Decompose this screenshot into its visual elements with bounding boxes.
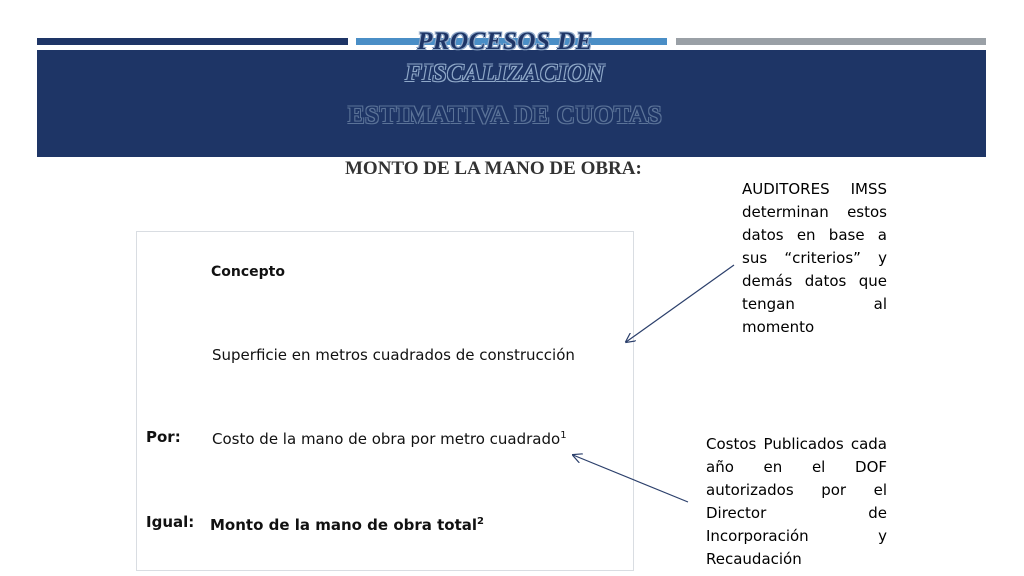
note-auditores: AUDITORES IMSS determinan estos datos en base a sus “criterios” y demás datos que tengan al momento bbox=[742, 180, 887, 336]
table-row-total-text: Monto de la mano de obra total bbox=[210, 516, 478, 534]
page-title-line1: PROCESOS DE bbox=[417, 28, 593, 55]
page-title-line2: FISCALIZACION bbox=[405, 60, 605, 87]
footnote-mark-1: 1 bbox=[560, 430, 567, 441]
note-costos-publicados: Costos Publicados cada año en el DOF autorizados por el Director de Incorporación y Recaudación bbox=[706, 435, 887, 568]
footnote-mark-2: 2 bbox=[477, 516, 484, 527]
table-label-igual: Igual: bbox=[146, 513, 195, 531]
table-header: Concepto bbox=[211, 264, 285, 280]
table-label-por: Por: bbox=[146, 428, 181, 446]
table-row-surface: Superficie en metros cuadrados de construcción bbox=[212, 346, 575, 364]
table-row-cost-text: Costo de la mano de obra por metro cuadrado bbox=[212, 430, 561, 448]
arrow-to-surface-row bbox=[626, 265, 734, 342]
page-subtitle: ESTIMATIVA DE CUOTAS bbox=[347, 102, 663, 129]
arrow-to-cost-row bbox=[573, 455, 688, 502]
section-heading: MONTO DE LA MANO DE OBRA: bbox=[345, 158, 642, 179]
